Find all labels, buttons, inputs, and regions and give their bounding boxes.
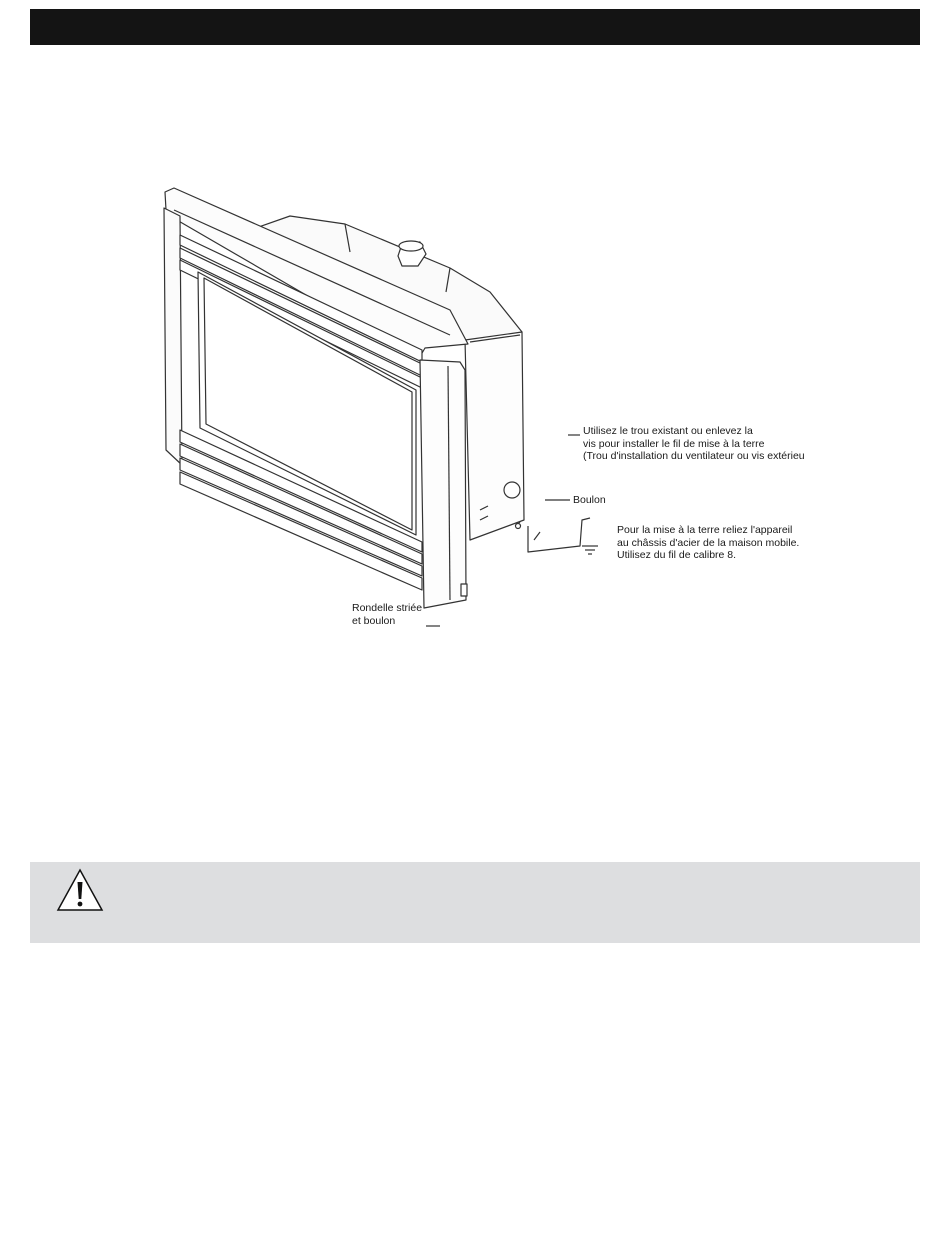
washer-line-1: Rondelle striée bbox=[352, 602, 423, 614]
warning-triangle-icon bbox=[56, 868, 104, 912]
bolt-callout: Boulon bbox=[573, 494, 606, 506]
washer-line-2: et boulon bbox=[352, 614, 396, 627]
chassis-line-2: au châssis d'acier de la maison mobile. bbox=[617, 536, 800, 549]
chassis-line-1: Pour la mise à la terre reliez l'appareil bbox=[617, 524, 793, 536]
ground-hole-line-1: Utilisez le trou existant ou enlevez la bbox=[583, 425, 753, 437]
chassis-callout bbox=[617, 524, 799, 562]
fireplace-illustration bbox=[150, 180, 870, 640]
warning-box bbox=[30, 862, 920, 943]
ground-hole-line-3: (Trou d'installation du ventilateur ou vis extérieu bbox=[583, 450, 805, 462]
header-bar bbox=[30, 9, 920, 45]
ground-hole-line-2: vis pour installer le fil de mise à la terre bbox=[583, 437, 765, 450]
chassis-line-3: Utilisez du fil de calibre 8. bbox=[617, 549, 737, 561]
fireplace-grounding-diagram bbox=[150, 180, 870, 640]
ground-hole-callout bbox=[583, 425, 805, 463]
washer-callout bbox=[352, 602, 422, 627]
